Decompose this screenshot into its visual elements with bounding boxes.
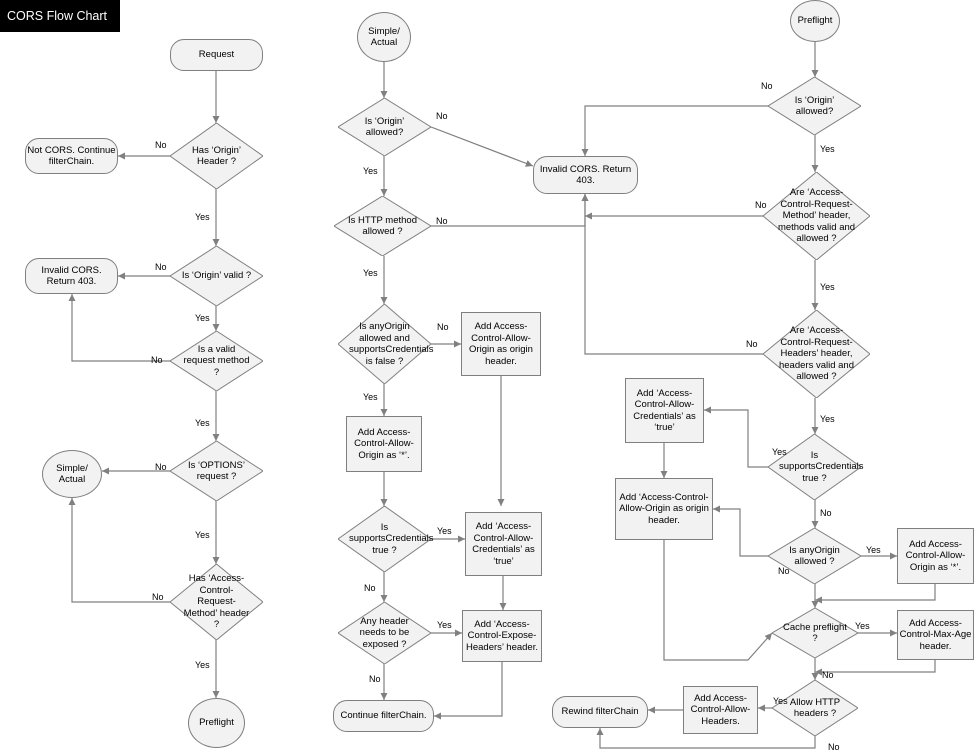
flow-node-label: Are ‘Access-Control-Request-Method’ header, methods valid and allowed ?: [777, 187, 856, 245]
flow-node-m9: [465, 512, 542, 576]
flow-node-label: Invalid CORS. Return 403.: [539, 163, 632, 186]
flow-node-label: Has ‘Access-Control-Request-Method’ header ?: [183, 573, 250, 631]
edge-label: No: [746, 339, 758, 349]
flow-node-label: Add Access-Control-Allow-Origin as ‘*’.: [905, 538, 966, 573]
edge-label: No: [761, 81, 773, 91]
edge-label: No: [828, 742, 840, 752]
edge-label: No: [437, 322, 449, 332]
flow-node-m1: [357, 12, 411, 62]
flow-edge: [585, 106, 768, 156]
flow-node-label: Add ‘Access-Control-Allow-Credentials’ as ‘true’: [633, 387, 696, 433]
flow-node-n6: [170, 331, 263, 391]
flow-node-label: Continue filterChain.: [340, 710, 427, 722]
flow-node-n9: [170, 564, 263, 640]
flow-node-n7: [170, 441, 263, 501]
flow-node-p10: [772, 608, 858, 658]
edge-label: Yes: [195, 530, 210, 540]
flow-node-m8: [338, 506, 434, 572]
flow-node-n2: [170, 123, 263, 189]
flow-edge: [72, 294, 170, 361]
edge-label: Yes: [820, 282, 835, 292]
flow-node-label: Invalid CORS. Return 403.: [41, 264, 102, 287]
flow-node-m12: [333, 700, 434, 732]
edge-label: No: [436, 216, 448, 226]
flow-edge: [704, 410, 768, 467]
flow-node-n1: [170, 39, 263, 71]
edge-label: No: [151, 355, 163, 365]
flow-node-label: Is HTTP method allowed ?: [348, 214, 417, 237]
edge-label: No: [155, 262, 167, 272]
flow-node-p9: [897, 528, 974, 584]
flow-node-p4: [763, 310, 870, 398]
edge-label: Yes: [866, 545, 881, 555]
flow-edge: [815, 584, 935, 600]
flow-node-p7: [615, 478, 713, 540]
flow-node-p5: [768, 434, 864, 500]
flow-node-label: Preflight: [797, 15, 833, 27]
flow-edge: [431, 127, 533, 166]
edge-label: No: [778, 566, 790, 576]
flow-node-label: Allow HTTP headers ?: [789, 696, 841, 719]
flow-node-label: Preflight: [199, 717, 234, 729]
flow-node-label: Any header needs to be exposed ?: [359, 615, 410, 650]
edge-label: Yes: [363, 268, 378, 278]
flow-edge: [585, 194, 763, 354]
flow-node-label: Is ‘Origin’ allowed?: [364, 115, 405, 138]
flow-node-n10: [188, 698, 245, 748]
flow-node-m4: [334, 196, 431, 256]
edge-label: No: [152, 592, 164, 602]
edge-label: Yes: [195, 212, 210, 222]
flow-node-label: Are ‘Access-Control-Request-Headers’ header, headers valid and allowed ?: [778, 325, 854, 383]
flow-node-label: Is anyOrigin allowed ?: [789, 544, 840, 567]
edge-label: No: [755, 200, 767, 210]
edge-label: Yes: [855, 621, 870, 631]
flow-node-m5: [338, 304, 434, 384]
flow-node-m7: [346, 416, 422, 472]
flow-node-label: Add ‘Access-Control-Allow-Origin as origin header.: [619, 491, 709, 526]
flow-node-p13: [683, 686, 758, 734]
flow-node-label: Is supportsCredentials true ?: [779, 449, 864, 484]
flow-node-label: Add ‘Access-Control-Allow-Credentials’ as ‘true’: [472, 521, 535, 567]
edge-label: No: [364, 583, 376, 593]
flow-node-label: Cache preflight ?: [783, 621, 847, 644]
flow-node-n4: [170, 246, 263, 306]
edge-label: No: [820, 508, 832, 518]
flow-node-label: Simple/ Actual: [368, 25, 400, 48]
flow-node-n5: [25, 258, 118, 294]
edge-label: No: [822, 670, 834, 680]
flow-node-m10: [338, 602, 431, 664]
flow-node-n3: [25, 138, 118, 174]
flow-node-label: Add Access-Control-Max-Age header.: [899, 617, 972, 652]
flow-edge: [434, 662, 502, 716]
edge-label: Yes: [195, 418, 210, 428]
flow-edge: [664, 540, 772, 660]
edge-label: Yes: [195, 313, 210, 323]
edge-label: Yes: [363, 392, 378, 402]
edge-label: No: [155, 462, 167, 472]
flow-edge: [431, 194, 585, 226]
flow-node-label: Is ‘OPTIONS’ request ?: [187, 459, 245, 482]
flow-node-label: Not CORS. Continue filterChain.: [27, 144, 116, 167]
edge-label: Yes: [363, 166, 378, 176]
flow-node-label: Add Access-Control-Allow-Headers.: [690, 692, 751, 727]
edge-label: Yes: [437, 620, 452, 630]
edge-label: Yes: [195, 660, 210, 670]
flow-node-label: Is a valid request method ?: [183, 343, 250, 378]
flow-node-label: Is ‘Origin’ allowed?: [794, 94, 835, 117]
flow-edge: [72, 498, 170, 602]
flow-node-label: Simple/ Actual: [56, 462, 88, 485]
edge-label: No: [369, 674, 381, 684]
edge-label: Yes: [820, 414, 835, 424]
flow-node-label: Add ‘Access-Control-Expose-Headers’ header.: [465, 618, 538, 653]
flow-node-m6: [461, 312, 541, 376]
edge-label: Yes: [773, 696, 788, 706]
flow-node-p6: [625, 378, 704, 443]
flow-node-n8: [42, 450, 102, 498]
flow-node-label: Is ‘Origin’ valid ?: [181, 270, 252, 282]
flow-node-label: Add Access-Control-Allow-Origin as ‘*’.: [354, 426, 414, 461]
page-title: CORS Flow Chart: [0, 0, 120, 32]
flow-node-m2: [338, 98, 431, 156]
flow-edge: [713, 509, 768, 556]
flow-node-m3: [533, 156, 638, 194]
flow-node-p3: [763, 172, 870, 260]
flow-node-p11: [897, 610, 974, 660]
edge-label: Yes: [820, 144, 835, 154]
edge-label: Yes: [772, 447, 787, 457]
flow-node-p12: [772, 680, 858, 736]
flow-node-p14: [552, 696, 648, 728]
flow-node-p1: [790, 0, 840, 42]
flow-node-p2: [768, 77, 861, 135]
edge-label: No: [155, 140, 167, 150]
edge-label: Yes: [437, 526, 452, 536]
flow-node-label: Is anyOrigin allowed and supportsCredentials is false ?: [349, 321, 434, 367]
flow-node-m11: [462, 610, 542, 662]
flow-node-label: Request: [198, 49, 235, 61]
edge-label: No: [436, 111, 448, 121]
flow-node-label: Add Access-Control-Allow-Origin as origin header.: [469, 321, 533, 367]
flow-node-label: Is supportsCredentials true ?: [349, 521, 434, 556]
flow-node-label: Has ‘Origin’ Header ?: [191, 144, 242, 167]
flow-node-label: Rewind filterChain: [561, 706, 639, 718]
